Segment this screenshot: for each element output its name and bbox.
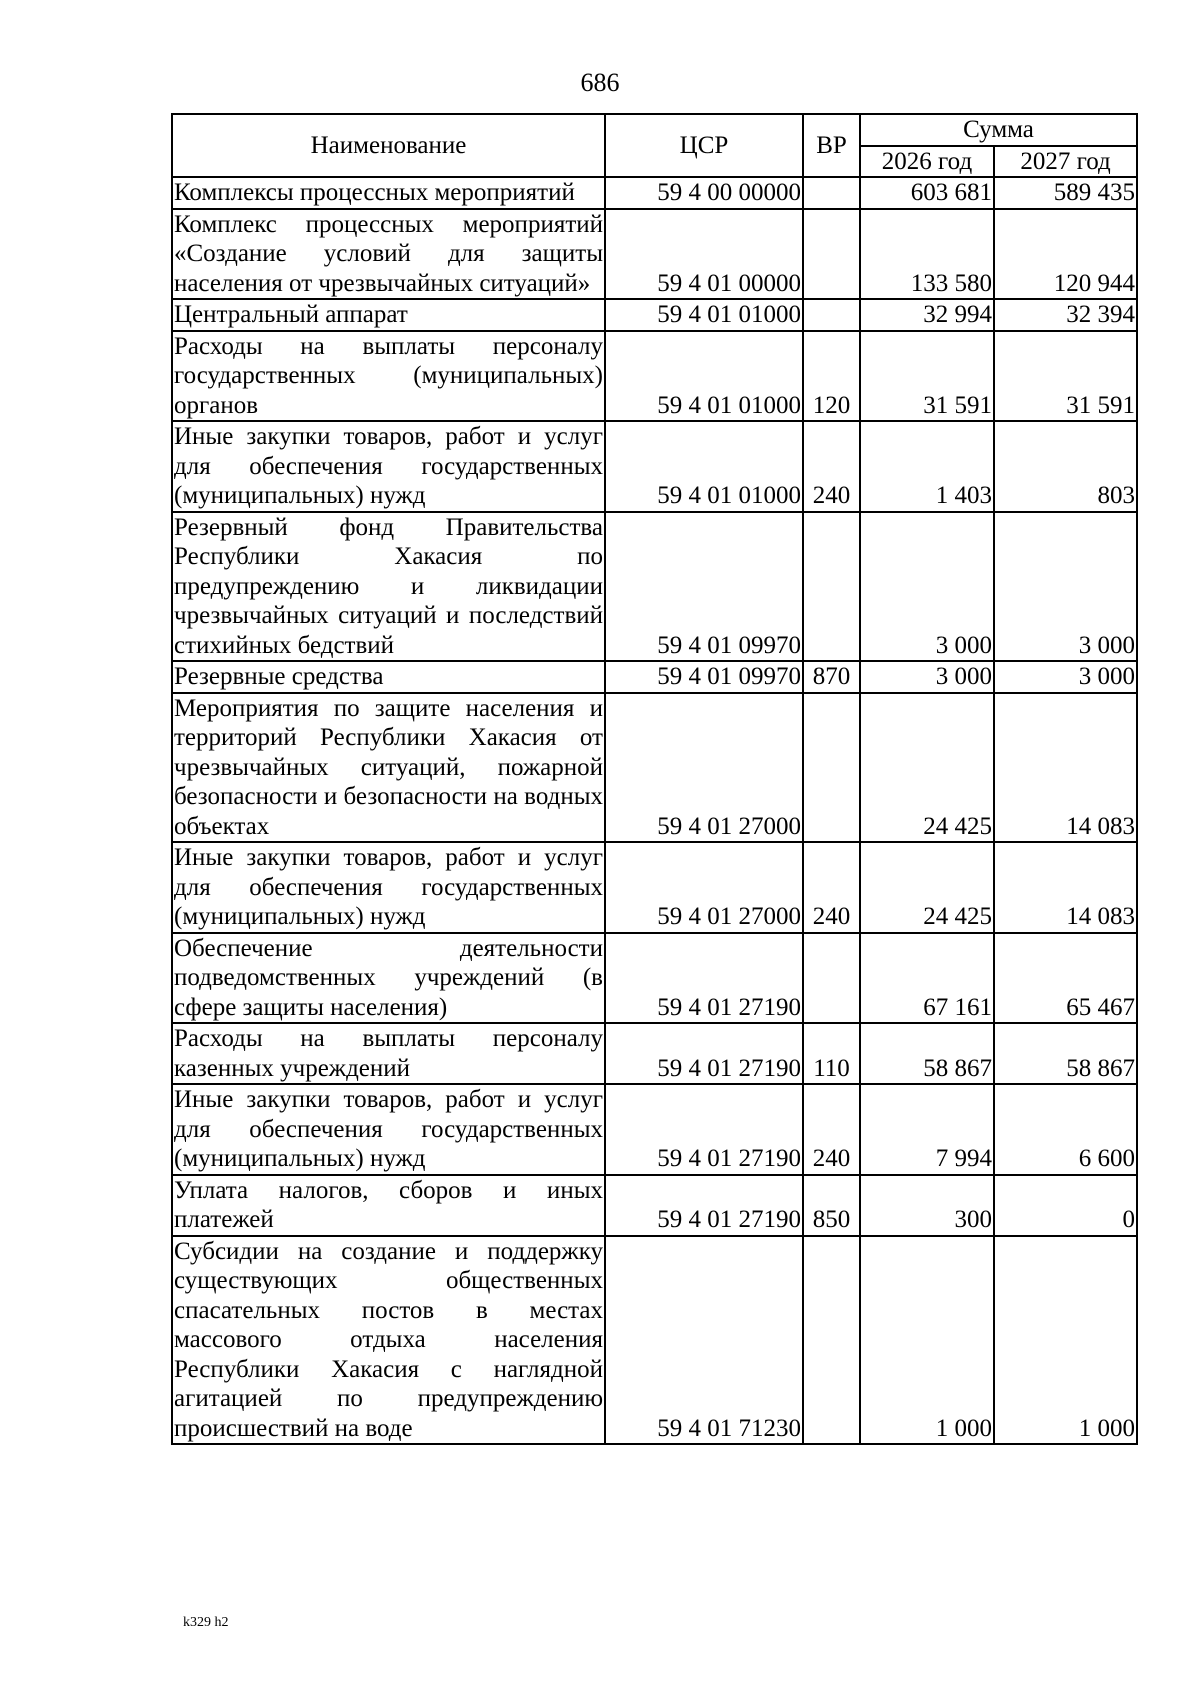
row-csr: 59 4 01 27190 — [605, 1023, 803, 1084]
row-sum-2026: 3 000 — [860, 661, 994, 693]
table-body — [172, 177, 1137, 1444]
table-row — [172, 842, 1137, 933]
row-sum-2026: 1 000 — [860, 1236, 994, 1445]
table-row — [172, 1023, 1137, 1084]
footer-code: k329 h2 — [183, 1615, 229, 1630]
table-row — [172, 933, 1137, 1024]
header-year-2027: 2027 год — [994, 146, 1137, 178]
row-csr: 59 4 01 00000 — [605, 209, 803, 300]
row-csr: 59 4 00 00000 — [605, 177, 803, 209]
row-sum-2026: 1 403 — [860, 421, 994, 512]
row-sum-2027: 589 435 — [994, 177, 1137, 209]
row-sum-2026: 24 425 — [860, 842, 994, 933]
row-csr: 59 4 01 27000 — [605, 693, 803, 843]
row-csr: 59 4 01 01000 — [605, 421, 803, 512]
row-sum-2027: 14 083 — [994, 693, 1137, 843]
row-sum-2027: 120 944 — [994, 209, 1137, 300]
row-name: Обеспечение деятельности подведомственных учреждений (в сфере защиты населения) — [172, 933, 605, 1024]
row-vr — [803, 177, 860, 209]
row-csr: 59 4 01 09970 — [605, 661, 803, 693]
row-vr: 870 — [803, 661, 860, 693]
row-vr: 240 — [803, 842, 860, 933]
table-row — [172, 693, 1137, 843]
row-sum-2027: 14 083 — [994, 842, 1137, 933]
table-row — [172, 1236, 1137, 1445]
table-row — [172, 299, 1137, 331]
row-sum-2026: 133 580 — [860, 209, 994, 300]
row-sum-2027: 803 — [994, 421, 1137, 512]
row-csr: 59 4 01 27190 — [605, 1175, 803, 1236]
row-sum-2026: 31 591 — [860, 331, 994, 422]
row-sum-2026: 32 994 — [860, 299, 994, 331]
row-csr: 59 4 01 09970 — [605, 512, 803, 662]
row-name: Комплексы процессных мероприятий — [172, 177, 605, 209]
budget-table — [171, 113, 1138, 1445]
table-row — [172, 1084, 1137, 1175]
row-csr: 59 4 01 27190 — [605, 1084, 803, 1175]
row-name: Субсидии на создание и поддержку существующих общественных спасательных постов в местах массового отдыха населения Республики Хакасия с наглядной агитацией по предупреждению происшествий на воде — [172, 1236, 605, 1445]
row-sum-2027: 6 600 — [994, 1084, 1137, 1175]
row-sum-2027: 1 000 — [994, 1236, 1137, 1445]
row-name: Иные закупки товаров, работ и услуг для обеспечения государственных (муниципальных) нужд — [172, 421, 605, 512]
row-name: Уплата налогов, сборов и иных платежей — [172, 1175, 605, 1236]
row-name: Центральный аппарат — [172, 299, 605, 331]
header-name: Наименование — [172, 114, 605, 177]
table-header — [172, 114, 1137, 177]
table-row — [172, 177, 1137, 209]
row-name: Резервный фонд Правительства Республики Хакасия по предупреждению и ликвидации чрезвычайных ситуаций и последствий стихийных бедствий — [172, 512, 605, 662]
table-row — [172, 661, 1137, 693]
row-sum-2027: 65 467 — [994, 933, 1137, 1024]
row-vr: 850 — [803, 1175, 860, 1236]
table-row — [172, 209, 1137, 300]
row-csr: 59 4 01 27000 — [605, 842, 803, 933]
row-vr: 110 — [803, 1023, 860, 1084]
row-sum-2027: 32 394 — [994, 299, 1137, 331]
row-vr — [803, 933, 860, 1024]
row-name: Резервные средства — [172, 661, 605, 693]
table-row — [172, 512, 1137, 662]
row-vr — [803, 693, 860, 843]
row-sum-2027: 58 867 — [994, 1023, 1137, 1084]
row-sum-2027: 31 591 — [994, 331, 1137, 422]
row-vr — [803, 299, 860, 331]
row-name: Расходы на выплаты персоналу государственных (муниципальных) органов — [172, 331, 605, 422]
table-row — [172, 1175, 1137, 1236]
row-vr — [803, 209, 860, 300]
row-sum-2026: 67 161 — [860, 933, 994, 1024]
row-sum-2027: 3 000 — [994, 661, 1137, 693]
header-year-2026: 2026 год — [860, 146, 994, 178]
row-vr — [803, 512, 860, 662]
row-name: Иные закупки товаров, работ и услуг для обеспечения государственных (муниципальных) нужд — [172, 1084, 605, 1175]
row-name: Расходы на выплаты персоналу казенных учреждений — [172, 1023, 605, 1084]
row-csr: 59 4 01 01000 — [605, 299, 803, 331]
row-csr: 59 4 01 01000 — [605, 331, 803, 422]
row-sum-2026: 24 425 — [860, 693, 994, 843]
row-sum-2027: 3 000 — [994, 512, 1137, 662]
header-vr: ВР — [803, 114, 860, 177]
row-csr: 59 4 01 71230 — [605, 1236, 803, 1445]
row-sum-2026: 603 681 — [860, 177, 994, 209]
header-csr: ЦСР — [605, 114, 803, 177]
row-name: Мероприятия по защите населения и территорий Республики Хакасия от чрезвычайных ситуаций, пожарной безопасности и безопасности на водных объектах — [172, 693, 605, 843]
table-row — [172, 421, 1137, 512]
row-sum-2026: 7 994 — [860, 1084, 994, 1175]
row-vr — [803, 1236, 860, 1445]
row-sum-2027: 0 — [994, 1175, 1137, 1236]
header-sum: Сумма — [860, 114, 1137, 146]
row-sum-2026: 58 867 — [860, 1023, 994, 1084]
row-name: Комплекс процессных мероприятий «Создание условий для защиты населения от чрезвычайных ситуаций» — [172, 209, 605, 300]
row-sum-2026: 300 — [860, 1175, 994, 1236]
row-vr: 240 — [803, 421, 860, 512]
row-sum-2026: 3 000 — [860, 512, 994, 662]
page-number: 686 — [580, 68, 620, 97]
table-row — [172, 331, 1137, 422]
row-name: Иные закупки товаров, работ и услуг для обеспечения государственных (муниципальных) нужд — [172, 842, 605, 933]
row-vr: 120 — [803, 331, 860, 422]
row-csr: 59 4 01 27190 — [605, 933, 803, 1024]
row-vr: 240 — [803, 1084, 860, 1175]
